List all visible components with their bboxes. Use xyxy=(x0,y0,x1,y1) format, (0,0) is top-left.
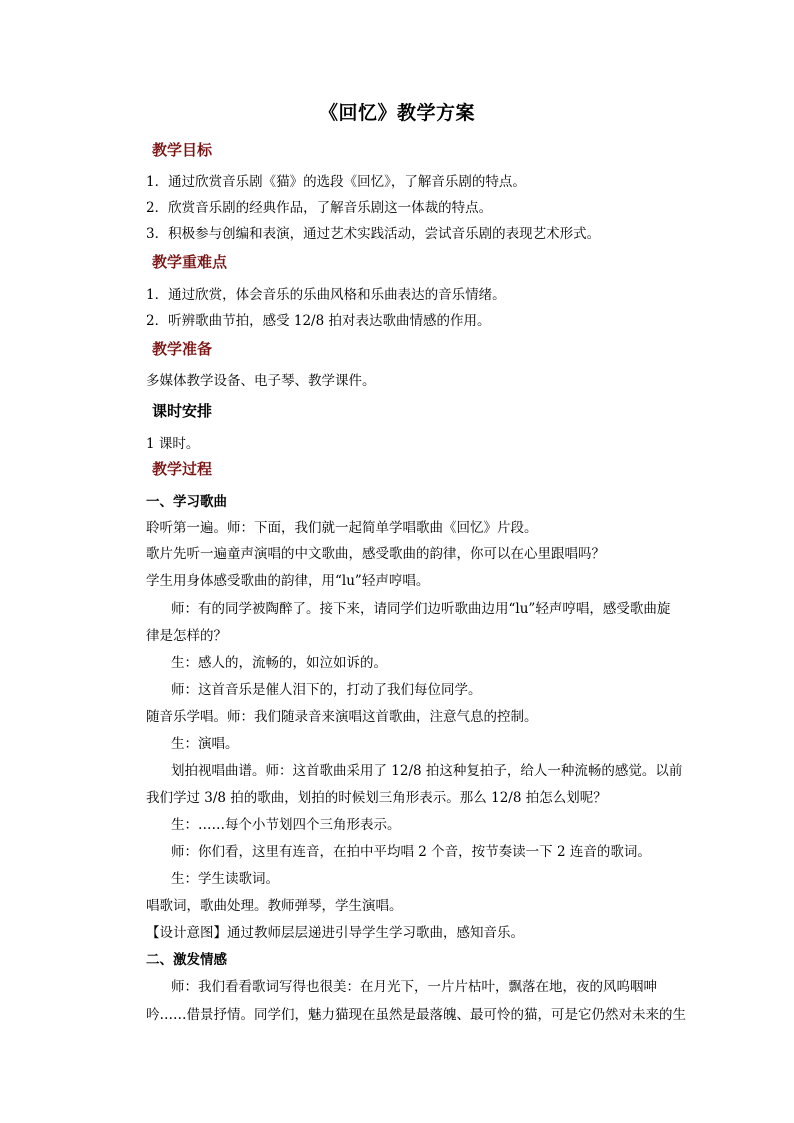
process-line-5: 律是怎样的？ xyxy=(146,628,227,644)
process-line-10: 划拍视唱曲谱。师：这首歌曲采用了 12/8 拍这种复拍子，给人一种流畅的感觉。以前 xyxy=(171,763,683,779)
objective-item-1: 1．通过欣赏音乐剧《猫》的选段《回忆》，了解音乐剧的特点。 xyxy=(146,174,526,190)
process-line-3: 学生用身体感受歌曲的韵律，用“lu”轻声哼唱。 xyxy=(146,573,430,589)
key-point-item-1: 1．通过欣赏，体会音乐的乐曲风格和乐曲表达的音乐情绪。 xyxy=(146,287,506,303)
process-line-7: 师：这首音乐是催人泪下的，打动了我们每位同学。 xyxy=(171,682,482,698)
process-part2-title: 二、激发情感 xyxy=(146,952,227,968)
process-line-1: 聆听第一遍。师：下面，我们就一起简单学唱歌曲《回忆》片段。 xyxy=(146,520,538,536)
process-line-4: 师：有的同学被陶醉了。接下来，请同学们边听歌曲边用“lu”轻声哼唱，感受歌曲旋 xyxy=(171,601,671,617)
design-intent-line: 【设计意图】通过教师层层递进引导学生学习歌曲，感知音乐。 xyxy=(146,925,524,941)
process-part1-title: 一、学习歌曲 xyxy=(146,494,227,510)
process-part2-line-1: 师：我们看看歌词写得也很美：在月光下，一片片枯叶，飘落在地，夜的风呜咽呻 xyxy=(171,979,657,995)
preparation-text: 多媒体教学设备、电子琴、教学课件。 xyxy=(146,373,376,389)
process-line-11: 我们学过 3/8 拍的歌曲，划拍的时候划三角形表示。那么 12/8 拍怎么划呢？ xyxy=(146,790,607,806)
document-title: 《回忆》教学方案 xyxy=(318,102,475,124)
process-line-9: 生：演唱。 xyxy=(171,736,239,752)
process-line-6: 生：感人的，流畅的，如泣如诉的。 xyxy=(171,655,387,671)
key-point-item-2: 2．听辨歌曲节拍，感受 12/8 拍对表达歌曲情感的作用。 xyxy=(146,313,491,329)
section-heading-schedule: 课时安排 xyxy=(152,402,213,420)
process-line-12: 生：……每个小节划四个三角形表示。 xyxy=(171,817,401,833)
process-part2-line-2: 吟……借景抒情。同学们，魅力猫现在虽然是最落魄、最可怜的猫，可是它仍然对未来的生 xyxy=(146,1007,686,1023)
section-heading-objectives: 教学目标 xyxy=(152,141,213,159)
objective-item-2: 2．欣赏音乐剧的经典作品，了解音乐剧这一体裁的特点。 xyxy=(146,200,493,216)
section-heading-preparation: 教学准备 xyxy=(152,340,213,358)
process-line-13: 师：你们看，这里有连音，在拍中平均唱 2 个音，按节奏读一下 2 连音的歌词。 xyxy=(171,844,651,860)
process-line-14: 生：学生读歌词。 xyxy=(171,871,279,887)
schedule-text: 1 课时。 xyxy=(146,436,200,452)
process-line-8: 随音乐学唱。师：我们随录音来演唱这首歌曲，注意气息的控制。 xyxy=(146,709,538,725)
section-heading-key-points: 教学重难点 xyxy=(152,253,228,271)
process-line-2: 歌片先听一遍童声演唱的中文歌曲，感受歌曲的韵律，你可以在心里跟唱吗？ xyxy=(146,546,605,562)
objective-item-3: 3．积极参与创编和表演，通过艺术实践活动，尝试音乐剧的表现艺术形式。 xyxy=(146,226,601,242)
section-heading-process: 教学过程 xyxy=(152,460,213,478)
process-line-15: 唱歌词，歌曲处理。教师弹琴，学生演唱。 xyxy=(146,898,403,914)
